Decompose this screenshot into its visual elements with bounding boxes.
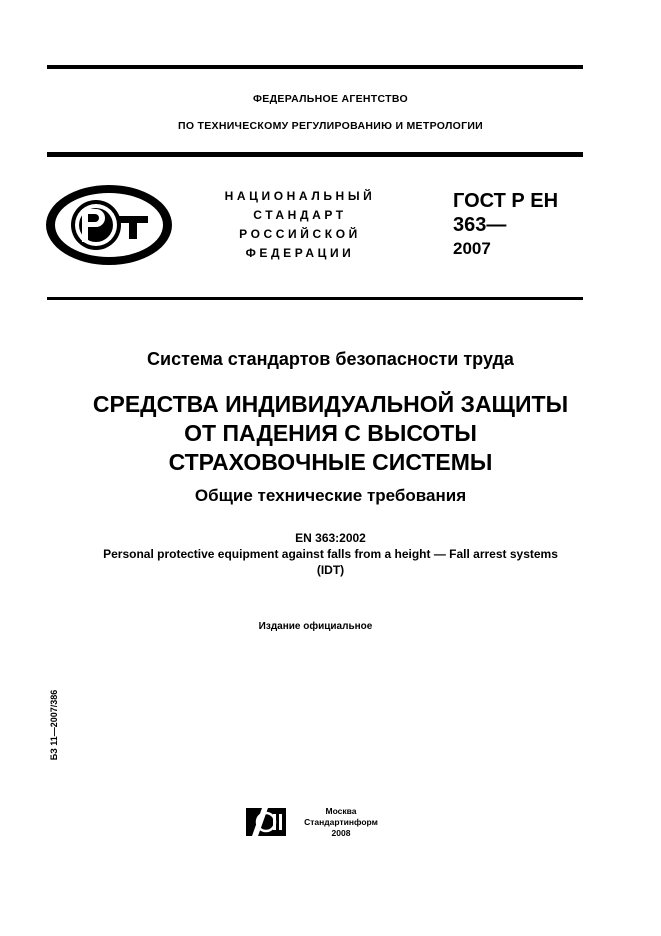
agency-line-1: ФЕДЕРАЛЬНОЕ АГЕНТСТВО: [253, 93, 408, 105]
rst-logo: [44, 183, 174, 272]
standard-designation: [453, 189, 558, 261]
main-title-line-1: СРЕДСТВА ИНДИВИДУАЛЬНОЙ ЗАЩИТЫ: [92, 391, 569, 417]
national-standard-line-3: РОССИЙСКОЙ: [239, 227, 361, 241]
designation-line-1: ГОСТ Р ЕН: [453, 190, 559, 212]
national-standard-line-2: СТАНДАРТ: [253, 208, 347, 222]
header-rule: [47, 152, 583, 157]
designation-year: 2007: [453, 239, 491, 258]
series-title: Система стандартов безопасности труда: [147, 349, 514, 369]
subtitle: Общие технические требования: [194, 486, 467, 505]
publisher-city: Москва: [325, 806, 357, 816]
en-reference: [0, 530, 661, 578]
main-title-line-3: СТРАХОВОЧНЫЕ СИСТЕМЫ: [168, 449, 493, 475]
publisher-name: Стандартинформ: [304, 817, 378, 827]
en-degree: (IDT): [316, 563, 345, 577]
agency-line-2: ПО ТЕХНИЧЕСКОМУ РЕГУЛИРОВАНИЮ И МЕТРОЛОГИИ: [177, 120, 484, 132]
en-code: EN 363:2002: [295, 531, 366, 545]
national-standard-block: [200, 187, 400, 263]
publisher-logo: [246, 806, 286, 843]
edition-label: Издание официальное: [258, 621, 373, 632]
title-rule: [47, 297, 583, 300]
national-standard-line-1: НАЦИОНАЛЬНЫЙ: [224, 189, 376, 203]
national-standard-line-4: ФЕДЕРАЦИИ: [245, 246, 355, 260]
top-rule: [47, 65, 583, 69]
main-title-line-2: ОТ ПАДЕНИЯ С ВЫСОТЫ: [184, 420, 477, 446]
main-title: [0, 390, 661, 477]
publisher-year: 2008: [331, 828, 351, 838]
publisher-info: [296, 806, 386, 839]
designation-line-2: 363—: [453, 214, 507, 236]
side-code: БЗ 11—2007/386: [49, 689, 59, 761]
en-title: Personal protective equipment against falls from a height — Fall arrest systems: [103, 547, 558, 561]
